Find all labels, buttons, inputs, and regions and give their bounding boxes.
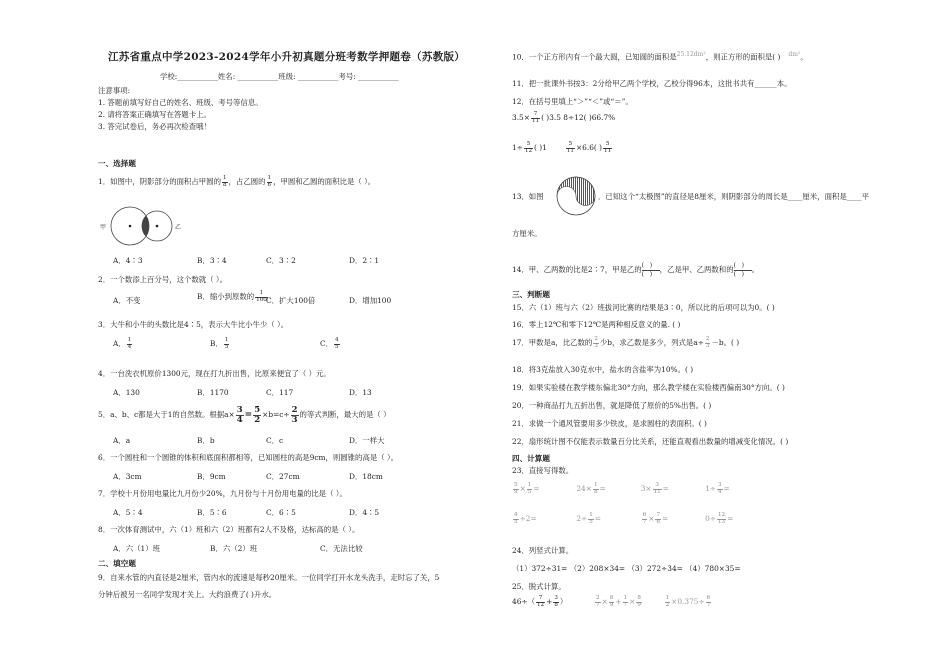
question-24: 24．列竖式计算。 (512, 546, 574, 555)
q1-text-a: 1．如图中，阴影部分的面积占甲圆的 (98, 177, 221, 187)
center-dot (129, 225, 132, 228)
option-a[interactable]: A．3cm (113, 472, 142, 481)
label-jia: 甲 (100, 224, 107, 231)
fraction: $\frac{3}{4}$ (236, 405, 243, 425)
q1-text-c: ，甲圆和乙圆的面积比是（ ）。 (273, 177, 376, 187)
option-d[interactable]: D．4∶5 (349, 508, 380, 517)
question-25: 25．脱式计算。 (512, 582, 566, 591)
option-a[interactable]: A．5∶4 (113, 508, 143, 517)
option-b[interactable]: B．5∶6 (197, 508, 227, 517)
option-a[interactable]: A．a (113, 436, 131, 445)
option-d[interactable]: D．13 (349, 388, 372, 397)
question-8: 8．一次体育测试中，六（1）班和六（2）班都有2人不及格，达标高的是（ ）。 (98, 525, 360, 534)
blank-fraction[interactable]: ( ) ( ) (642, 260, 660, 280)
oral-item: 2÷ $\frac{1}{5}$ = (576, 512, 602, 525)
option-c[interactable]: C．扩大100倍 (266, 296, 316, 305)
unit: dm² (788, 51, 801, 58)
fraction: $\frac{4}{5}$ (335, 337, 339, 350)
question-16: 16．零上12℃和零下12℃是两种相反意义的量. ( ) (512, 320, 681, 329)
blank-fraction[interactable]: ( ) ( ) (734, 260, 752, 280)
fraction: $\frac{2}{3}$ (705, 336, 710, 349)
question-15: 15．六（1）班与六（2）班拔河比赛的结果是3∶0，所以比的后项可以为0。( ) (512, 303, 775, 312)
question-13-text: ．已知这个“太极图”的直径是8厘米，则阴影部分的周长是____厘米，面积是____平 (598, 192, 869, 201)
question-5: 5．a、b、c都是大于1的自然数。根据a× $\frac{3}{4}$ = $\frac{5}{2}$ ×b=c÷ $\frac{2}{3}$ 的等式判断，最大的是（ ） (98, 405, 391, 425)
overlapping-circles-figure (98, 203, 188, 249)
option-b[interactable]: B．3∶4 (197, 256, 227, 265)
question-3: 3．大牛和小牛的头数比是4∶5，表示大牛比小牛少（ ）。 (98, 320, 289, 329)
option-a[interactable]: A．130 (113, 388, 140, 397)
option-b[interactable]: B．1170 (197, 388, 229, 397)
option-d[interactable]: D．18cm (349, 472, 383, 481)
fraction: $\frac{1}{8}$ (222, 175, 227, 188)
option-a[interactable]: A．4∶3 (113, 256, 143, 265)
question-23: 23．直接写得数。 (512, 466, 574, 475)
expr-3: $\frac{1}{2}$ ×0.375÷ $\frac{6}{7}$ (665, 595, 711, 608)
fraction: $\frac{1}{5}$ (224, 337, 229, 350)
q12-row-2: 1÷ $\frac{5}{12}$ ( )1 $\frac{5}{11}$ ×6.6( ) $\frac{5}{11}$ (512, 141, 612, 154)
option-a[interactable]: A．六（1）班 (113, 544, 160, 553)
option-b[interactable]: B．9cm (197, 472, 226, 481)
fraction: $\frac{1}{100}$ (256, 290, 267, 303)
page-title: 江苏省重点中学2023-2024学年小升初真题分班考数学押题卷（苏教版） (108, 51, 466, 63)
option-b[interactable]: B．缩小到原数的 $\frac{1}{100}$ (197, 290, 267, 303)
question-7: 7．学校十月份用电量比九月份少20%，九月份与十月份用电量的比是（ ）。 (98, 489, 347, 498)
section-heading-calc: 四、计算题 (512, 454, 550, 463)
fraction: $\frac{5}{2}$ (254, 405, 261, 425)
expr-1: 46÷（ $\frac{7}{12}$ + $\frac{3}{8}$ ） (512, 595, 568, 608)
question-13-pre: 13．如图 (512, 192, 544, 201)
q25-expressions (512, 596, 712, 608)
question-1 (98, 176, 375, 188)
label-yi: 乙 (175, 224, 182, 231)
oral-item: 0÷ $\frac{12}{13}$ = (705, 512, 734, 525)
section-heading-judge: 三、判断题 (512, 290, 550, 299)
option-b[interactable]: B．六（2）班 (210, 544, 258, 553)
question-21: 21．求做一个通风管要用多少铁皮，是求圆柱的表面积。( ) (512, 419, 707, 428)
note-item: 3. 答完试卷后，务必再次检查哦！ (98, 122, 211, 131)
expr-2: $\frac{2}{7}$ × $\frac{8}{9}$ + $\frac{1}{7}$ × $\frac{8}{9}$ (596, 595, 641, 608)
option-c[interactable]: C． $\frac{4}{5}$ (320, 337, 339, 350)
q23-row-1 (512, 483, 767, 495)
question-4: 4．一台洗衣机原价1300元，现在打九折出售，比原来便宜了（ ）元。 (98, 369, 331, 378)
question-6: 6．一个圆柱和一个圆锥的体积和底面积都相等，已知圆柱的高是9cm，则圆锥的高是（ ）。 (98, 453, 399, 462)
q23-row-2 (512, 513, 767, 525)
section-heading-choice: 一、选择题 (98, 159, 136, 168)
question-10: 10．一个正方形内有一个最大圆，已知圆的面积是$^{25.12dm^2}$，则正方形的面积是( ) $^{dm^2}$。 (512, 51, 808, 62)
fraction: $\frac{2}{3}$ (594, 336, 598, 349)
q12-row-1: 3.5× $\frac{7}{11}$ ( )3.5 8÷12( )66.7% (512, 111, 616, 124)
student-info-line: 学校:___________姓名: ___________班级: ___________考号: ___________ (160, 72, 399, 81)
note-item: 2. 请将答案正确填写在答题卡上。 (98, 110, 211, 119)
option-a[interactable]: A．不变 (113, 296, 141, 305)
option-c[interactable]: C．117 (266, 388, 294, 397)
taiji-figure (555, 175, 597, 217)
note-item: 1. 答题前填写好自己的姓名、班级、考号等信息。 (98, 98, 263, 107)
fraction: $\frac{1}{6}$ (267, 175, 272, 188)
question-14: 14．甲、乙两数的比是2∶7，甲是乙的 ( ) ( ) ，乙是甲、乙两数和的 ( ) ( ) 。 (512, 262, 759, 278)
question-11: 11．把一批课外书按3：2分给甲乙两个学校，乙校分得96本，这批书共有______本。 (512, 79, 792, 88)
fraction: $\frac{5}{12}$ (524, 141, 533, 154)
question-18: 18．将3克盐放入30克水中，盐水的含盐率为10%。( ) (512, 365, 694, 374)
option-c[interactable]: C．6∶5 (266, 508, 296, 517)
center-dot (156, 225, 159, 228)
question-19: 19．如果实验楼在教学楼东偏北30°方向，那么教学楼在实验楼西偏南30°方向。( ) (512, 383, 785, 392)
question-22: 22．扇形统计图不仅能表示数量百分比关系，还能直观看出数量的增减变化情况。( ) (512, 437, 789, 446)
q24-items: （1）372÷31= （2）208×34= （3）272÷34= （4）780×35= (512, 564, 741, 573)
question-12: 12．在括号里填上“＞”“＜”或“＝”。 (512, 97, 633, 106)
area-value: 25.12dm² (676, 51, 706, 58)
question-9-line1: 9．自来水管的内直径是2厘米，管内水的流速是每秒20厘米。一位同学打开水龙头洗手，走时忘了关，5 (98, 573, 440, 582)
question-17: 17．甲数是a，比乙数的 $\frac{2}{3}$ 少b，求乙数是多少，列式是a÷ $\frac{2}{3}$ －b。( ) (512, 336, 740, 349)
oral-item: 1÷ $\frac{3}{4}$ = (705, 482, 730, 495)
question-13-line2: 方厘米。 (512, 229, 542, 238)
option-c[interactable]: C．无法比较 (320, 544, 363, 553)
oral-item: $\frac{6}{7}$ × $\frac{7}{6}$ = (642, 512, 669, 525)
fraction: $\frac{2}{3}$ (291, 405, 298, 425)
oral-item: $\frac{5}{9}$ × $\frac{1}{5}$ = (514, 482, 540, 495)
oral-item: $\frac{4}{5}$ ÷2= (514, 512, 537, 525)
option-c[interactable]: C．c (266, 436, 284, 445)
option-b[interactable]: B． $\frac{1}{5}$ (210, 337, 229, 350)
option-d[interactable]: D．增加100 (349, 296, 392, 305)
notes-heading: 注意事项: (98, 86, 131, 95)
option-c[interactable]: C．3∶2 (266, 256, 296, 265)
fraction: $\frac{5}{11}$ (566, 141, 574, 154)
section-heading-fill: 二、填空题 (98, 559, 136, 568)
option-a[interactable]: A． $\frac{1}{4}$ (113, 337, 132, 350)
q1-text-b: ，占乙圆的 (228, 177, 266, 187)
fraction: $\frac{1}{4}$ (127, 337, 132, 350)
fraction: $\frac{5}{11}$ (604, 141, 612, 154)
question-2: 2．一个数添上百分号，这个数就（ ）。 (98, 275, 227, 284)
option-d[interactable]: D．2∶1 (349, 256, 380, 265)
oral-item: 3× $\frac{3}{11}$ = (640, 482, 669, 495)
question-20: 20．一种商品打九五折出售，就是降低了原价的5%出售。( ) (512, 401, 712, 410)
fraction: $\frac{7}{11}$ (531, 111, 540, 124)
oral-item: 24× $\frac{1}{8}$ = (576, 482, 606, 495)
option-b[interactable]: B．b (197, 436, 215, 445)
option-c[interactable]: C．27cm (266, 472, 300, 481)
option-d[interactable]: D．一样大 (349, 436, 385, 445)
question-9-line2: 分钟后被另一名同学发现才关上。大约浪费了( )升水。 (98, 590, 277, 599)
